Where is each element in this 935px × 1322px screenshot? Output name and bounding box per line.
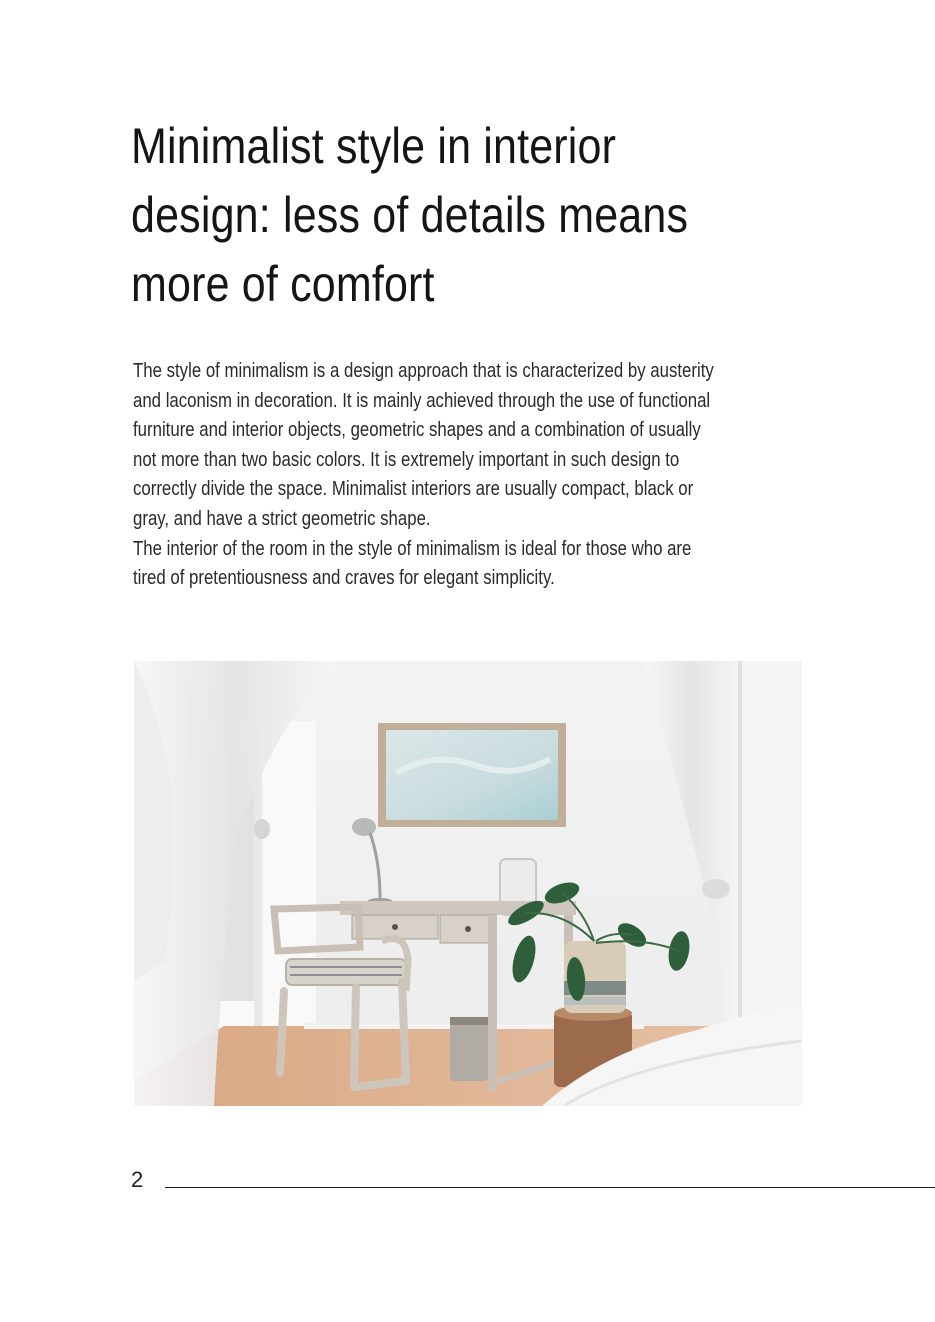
body-line: correctly divide the space. Minimalist interiors are usually compact, black or	[133, 478, 694, 501]
footer-divider	[165, 1187, 935, 1188]
body-line: tired of pretentiousness and craves for elegant simplicity.	[133, 567, 555, 590]
body-line: not more than two basic colors. It is extremely important in such design to	[133, 448, 680, 471]
page-title	[131, 112, 689, 319]
desk-leg	[488, 915, 497, 1091]
body-line: and laconism in decoration. It is mainly achieved through the use of functional	[133, 389, 711, 412]
desk-lamp	[352, 818, 376, 836]
map-print	[386, 730, 558, 820]
wastebasket	[450, 1017, 488, 1081]
chair-seat	[286, 959, 406, 985]
body-line: The style of minimalism is a design approach that is characterized by austerity	[133, 360, 714, 382]
body-paragraph	[133, 357, 771, 594]
body-line: The interior of the room in the style of minimalism is ideal for those who are	[133, 537, 692, 560]
title-line: design: less of details means	[131, 187, 689, 243]
title-line: more of comfort	[131, 256, 435, 312]
title-line: Minimalist style in interior	[131, 118, 617, 174]
page-number: 2	[131, 1167, 144, 1192]
body-line: gray, and have a strict geometric shape.	[133, 507, 431, 530]
interior-photo	[134, 661, 802, 1106]
body-line: furniture and interior objects, geometric shapes and a combination of usually	[133, 419, 701, 442]
